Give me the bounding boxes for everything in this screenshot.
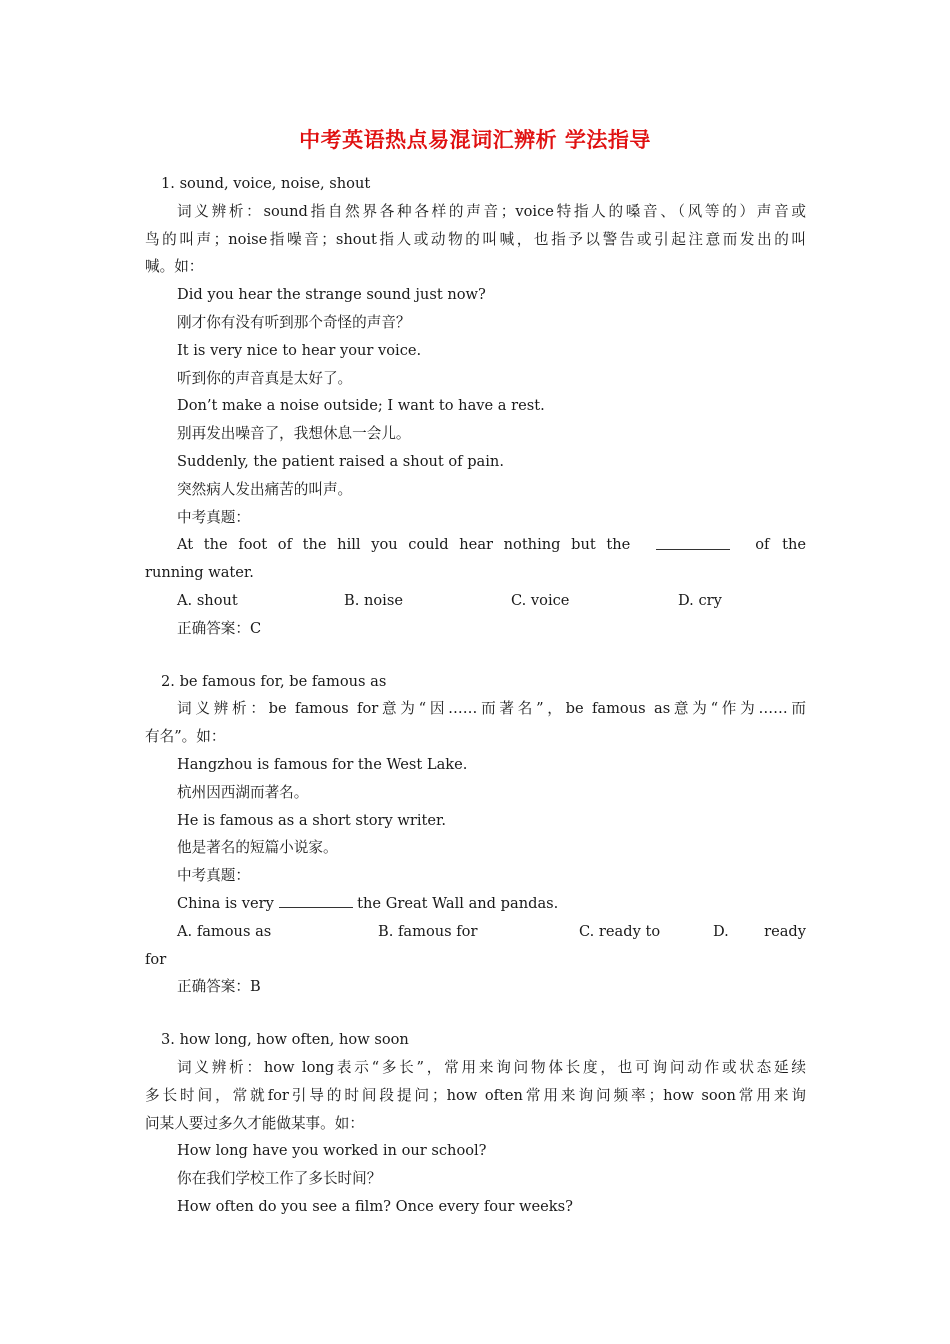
- correct-answer: 正确答案：B: [177, 978, 261, 996]
- option-d: D. cry: [678, 591, 722, 609]
- section-1-desc-line-2: 鸟的叫声；noise指噪音；shout指人或动物的叫喊，也指予以警告或引起注意而发出的叫: [145, 230, 806, 248]
- option-c: C. ready to: [579, 922, 661, 940]
- option-d-text: ready: [764, 922, 806, 940]
- section-1-desc-line-3: 喊。如：: [145, 258, 204, 276]
- option-b: B. famous for: [378, 922, 478, 940]
- question-text-end: the Great Wall and pandas.: [357, 894, 559, 912]
- section-2-desc-line-1: 词义辨析：be famous for意为“因……而著名”，be famous as意为“作为……而: [177, 700, 806, 718]
- option-d-continuation: for: [145, 950, 167, 968]
- example-translation: 刚才你有没有听到那个奇怪的声音？: [177, 313, 411, 331]
- question-text-end: of the: [755, 536, 806, 554]
- example-sentence: It is very nice to hear your voice.: [177, 341, 422, 359]
- page-title: 中考英语热点易混词汇辨析 学法指导: [299, 128, 651, 152]
- answer-blank: [279, 895, 353, 908]
- exam-question: [145, 890, 806, 918]
- example-sentence: Hangzhou is famous for the West Lake.: [177, 755, 468, 773]
- exam-options: [145, 587, 806, 615]
- option-a: A. famous as: [177, 922, 272, 940]
- exam-question-line-2: running water.: [145, 564, 254, 582]
- example-sentence: How long have you worked in our school?: [177, 1142, 487, 1160]
- option-d-label: D.: [713, 922, 729, 940]
- section-1-desc-line-1: 词义辨析：sound指自然界各种各样的声音；voice特指人的嗓音、（风等的）声音或: [177, 202, 806, 220]
- example-sentence: Did you hear the strange sound just now?: [177, 286, 486, 304]
- example-translation: 别再发出噪音了，我想休息一会儿。: [177, 425, 411, 443]
- document-body: [145, 170, 806, 1221]
- correct-answer: 正确答案：C: [177, 619, 262, 637]
- question-text: China is very: [177, 894, 274, 912]
- section-1-heading: 1. sound, voice, noise, shout: [161, 175, 371, 192]
- answer-blank: [656, 537, 730, 550]
- section-3-desc-line-2: 多长时间，常就for引导的时间段提问；how often常用来询问频率；how soon常用来询: [145, 1086, 806, 1104]
- example-sentence: How often do you see a film? Once every four weeks?: [177, 1197, 573, 1215]
- example-sentence: He is famous as a short story writer.: [177, 811, 447, 829]
- section-3-heading: 3. how long, how often, how soon: [161, 1031, 409, 1049]
- option-a: A. shout: [177, 591, 238, 609]
- option-c: C. voice: [511, 591, 570, 609]
- section-3-desc-line-3: 问某人要过多久才能做某事。如：: [145, 1114, 364, 1132]
- example-translation: 你在我们学校工作了多长时间？: [177, 1170, 382, 1188]
- exam-label: 中考真题：: [177, 508, 250, 526]
- example-translation: 杭州因西湖而著名。: [177, 783, 309, 801]
- exam-options: [145, 918, 806, 946]
- section-2-desc-line-2: 有名”。如：: [145, 728, 226, 746]
- exam-label: 中考真题：: [177, 867, 250, 885]
- section-3-desc-line-1: 词义辨析：how long表示“多长”，常用来询问物体长度，也可询问动作或状态延续: [177, 1058, 806, 1076]
- section-2-heading: 2. be famous for, be famous as: [161, 672, 387, 690]
- example-translation: 他是著名的短篇小说家。: [177, 839, 338, 857]
- example-translation: 突然病人发出痛苦的叫声。: [177, 480, 353, 498]
- example-sentence: Don’t make a noise outside; I want to have a rest.: [177, 397, 545, 415]
- example-translation: 听到你的声音真是太好了。: [177, 369, 353, 387]
- example-sentence: Suddenly, the patient raised a shout of pain.: [177, 452, 504, 470]
- option-b: B. noise: [344, 591, 403, 609]
- question-text: At the foot of the hill you could hear nothing but the: [177, 536, 631, 554]
- exam-question-line-1: [145, 531, 806, 559]
